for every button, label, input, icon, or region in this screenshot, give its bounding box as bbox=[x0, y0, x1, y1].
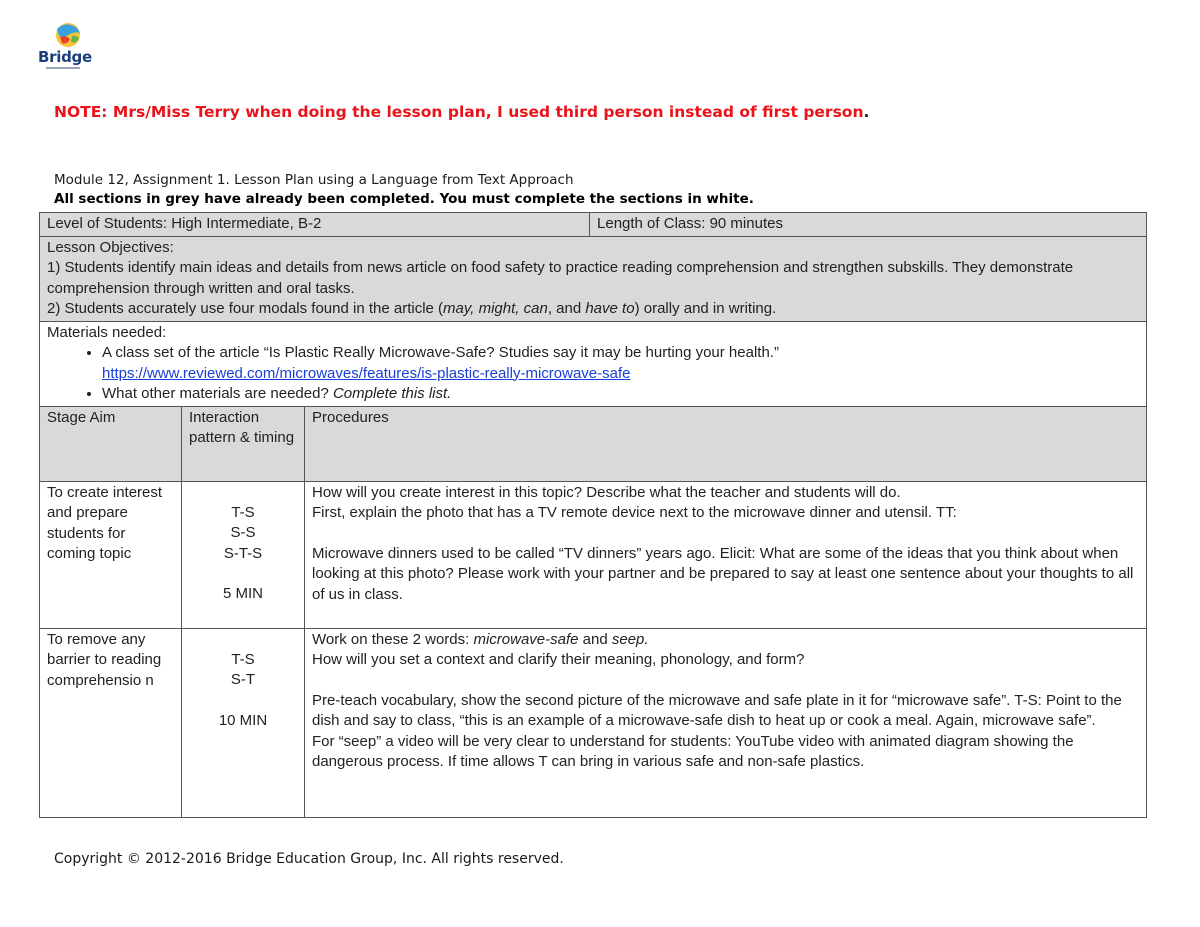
logo-underline bbox=[46, 67, 80, 69]
procedures bbox=[305, 481, 1147, 628]
pattern: S-T bbox=[230, 671, 256, 688]
stage-aim: To create interest and prepare students for coming topic bbox=[40, 481, 182, 628]
word-microwave-safe: microwave-safe bbox=[473, 630, 579, 648]
timing: 10 MIN bbox=[218, 711, 268, 729]
objective-2-end: ) orally and in writing. bbox=[634, 300, 777, 317]
words-intro: Work on these 2 words: bbox=[312, 630, 474, 648]
pattern: S-T-S bbox=[223, 544, 263, 562]
materials-item bbox=[102, 343, 1139, 384]
materials-title: Materials needed: bbox=[47, 323, 167, 341]
level-cell: Level of Students: High Intermediate, B-2 bbox=[40, 213, 590, 237]
procedure-text: For “seep” a video will be very clear to understand for students: YouTube video with animated diagram showing the dangerous process. If time allows T can bring in various safe and non-safe plastics. bbox=[312, 732, 1074, 770]
header-interaction: Interaction pattern & timing bbox=[182, 406, 305, 481]
objective-2 bbox=[47, 299, 1139, 320]
globe-icon bbox=[51, 22, 85, 48]
procedure-text: Pre-teach vocabulary, show the second picture of the microwave and safe plate in it for “microwave safe”. T-S: Point to the dish and say to class, “this is an example of a microwave-safe dish to heat up or cook a meal. Again, microwave safe”. bbox=[312, 691, 1122, 729]
column-header-row bbox=[40, 406, 1147, 481]
module-title: Module 12, Assignment 1. Lesson Plan using a Language from Text Approach bbox=[54, 172, 574, 188]
words-and: and bbox=[578, 630, 612, 648]
materials-instruction: Complete this list. bbox=[332, 385, 452, 402]
length-cell: Length of Class: 90 minutes bbox=[590, 213, 1147, 237]
interaction-pattern bbox=[182, 628, 305, 817]
materials-row bbox=[40, 321, 1147, 406]
logo-text: Bridge bbox=[38, 48, 92, 66]
article-link[interactable]: https://www.reviewed.com/microwaves/features/is-plastic-really-microwave-safe bbox=[102, 364, 631, 382]
procedure-text: How will you create interest in this topic? Describe what the teacher and students will do. bbox=[312, 483, 901, 501]
objective-2-and: , and bbox=[547, 300, 586, 317]
objective-1: 1) Students identify main ideas and details from news article on food safety to practice reading comprehension and strengthen subskills. They demonstrate comprehension through written and oral tasks. bbox=[47, 259, 1074, 297]
article-title: A class set of the article “Is Plastic Really Microwave-Safe? Studies say it may be hurting your health.” bbox=[102, 344, 779, 361]
objectives-row bbox=[40, 236, 1147, 321]
procedures bbox=[305, 628, 1147, 817]
procedure-text: First, explain the photo that has a TV remote device next to the microwave dinner and utensil. TT: bbox=[312, 504, 957, 521]
objectives-cell bbox=[40, 236, 1147, 321]
materials-cell bbox=[40, 321, 1147, 406]
objective-2-have-to: have to bbox=[585, 300, 635, 317]
word-seep: seep. bbox=[611, 630, 649, 648]
bridge-logo bbox=[38, 22, 98, 70]
objective-2-text: 2) Students accurately use four modals found in the article ( bbox=[47, 300, 444, 317]
procedure-text: Microwave dinners used to be called “TV dinners” years ago. Elicit: What are some of the ideas that you think about when looking at this photo? Please work with your partner and be prepared to say at least one sentence about your thoughts to all of us in class. bbox=[312, 544, 1134, 603]
stage-aim: To remove any barrier to reading comprehensio n bbox=[40, 628, 182, 817]
pattern: S-S bbox=[230, 524, 256, 541]
stage-row bbox=[40, 628, 1147, 817]
note-period: . bbox=[863, 103, 870, 121]
teacher-note bbox=[54, 103, 869, 121]
lesson-plan-table bbox=[39, 212, 1147, 818]
header-procedures: Procedures bbox=[305, 406, 1147, 481]
pattern: T-S bbox=[231, 650, 255, 668]
materials-list bbox=[47, 343, 1139, 405]
procedure-text: How will you set a context and clarify their meaning, phonology, and form? bbox=[312, 651, 805, 668]
level-row bbox=[40, 213, 1147, 237]
stage-row bbox=[40, 481, 1147, 628]
pattern: T-S bbox=[231, 503, 255, 521]
objectives-title: Lesson Objectives: bbox=[47, 238, 174, 256]
copyright: Copyright © 2012-2016 Bridge Education Group, Inc. All rights reserved. bbox=[54, 851, 564, 867]
interaction-pattern bbox=[182, 481, 305, 628]
materials-question: What other materials are needed? bbox=[102, 385, 333, 402]
materials-item bbox=[102, 384, 1139, 405]
header-stage-aim: Stage Aim bbox=[40, 406, 182, 481]
timing: 5 MIN bbox=[222, 585, 263, 602]
note-text: NOTE: Mrs/Miss Terry when doing the lesson plan, I used third person instead of first person bbox=[54, 103, 864, 121]
procedure-text bbox=[312, 630, 1139, 651]
instructions: All sections in grey have already been completed. You must complete the sections in white. bbox=[54, 191, 754, 207]
objective-2-modals: may, might, can bbox=[443, 300, 548, 317]
